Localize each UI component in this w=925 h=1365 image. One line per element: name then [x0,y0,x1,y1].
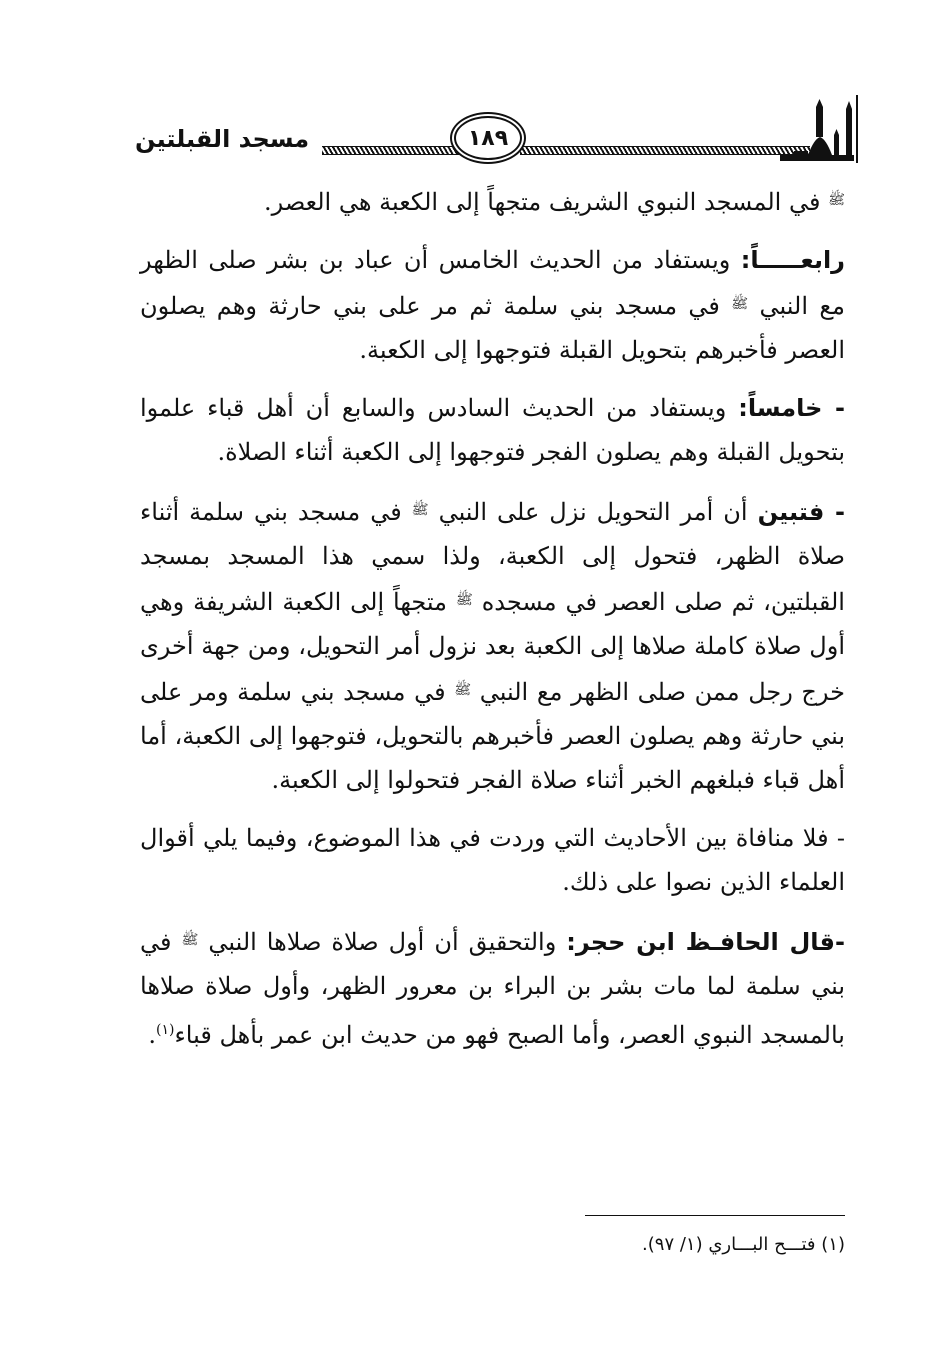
paragraph-heading: - خامساً: [738,394,846,422]
paragraph-ibn-hajar: -قال الحافـظ ابن حجر: والتحقيق أن أول صلاة صلاها النبي $^ﷺ$ في بني سلمة لما مات بشر بن البراء بن معرور الظهر، وأول صلاة صلاها بالمسجد النبوي العصر، وأما الصبح فهو من حديث ابن عمر بأهل قباء$^{(١)}$. [140,928,845,1049]
salutation-glyph: ﷺ [828,192,845,208]
paragraph-1: $^ﷺ$ في المسجد النبوي الشريف متجهاً إلى الكعبة هي العصر. [263,188,845,216]
footnote-1: (١) فتـــح البـــاري (١/ ٩٧). [642,1234,845,1255]
footnote-reference[interactable]: (١) [156,1022,175,1038]
paragraph-no-contradiction: - فلا منافاة بين الأحاديث التي وردت في هذا الموضوع، وفيما يلي أقوال العلماء الذين نصوا على ذلك. [140,824,845,896]
rope-ornament-right [520,146,810,155]
running-title: مسجد القبلتين [135,125,310,153]
salutation-glyph: ﷺ [731,296,749,312]
salutation-glyph: ﷺ [455,592,473,608]
paragraph-heading: رابعـــــاً: [740,246,845,274]
paragraph-heading: - فتبين [757,498,845,526]
paragraph-khamisan: - خامساً: ويستفاد من الحديث السادس والسابع أن أهل قباء علموا بتحويل القبلة وهم يصلون الفجر فتوجهوا إلى الكعبة أثناء الصلاة. [140,394,846,466]
paragraph-fatabayyan: - فتبين أن أمر التحويل نزل على النبي $^ﷺ$ في مسجد بني سلمة أثناء صلاة الظهر، فتحول إلى الكعبة، ولذا سمي هذا المسجد بمسجد القبلتين، ثم صلى العصر في مسجده $^ﷺ$ متجهاً إلى الكعبة الشريفة وهي أول صلاة كاملة صلاها إلى الكعبة بعد نزول أمر التحويل، ومن جهة أخرى خرج رجل ممن صلى الظهر مع النبي $^ﷺ$ في مسجد بني سلمة ومر على بني حارثة وهم يصلون العصر فأخبرهم بالتحويل، فتوجهوا إلى الكعبة، أما أهل قباء فبلغهم الخبر أثناء صلاة الفجر فتحولوا إلى الكعبة. [140,498,845,794]
footnote-separator [585,1215,845,1216]
main-text [140,178,845,1071]
salutation-glyph: ﷺ [454,682,472,698]
page-number-text: ١٨٩ [467,125,509,151]
rope-ornament-left [322,146,460,155]
page-header [120,95,860,170]
salutation-glyph: ﷺ [411,502,429,518]
paragraph-rabian: رابعـــــاً: ويستفاد من الحديث الخامس أن عباد بن بشر صلى الظهر مع النبي $^ﷺ$ في مسجد بني سلمة ثم مر على بني حارثة وهم يصلون العصر فأخبرهم بتحويل القبلة فتوجهوا إلى الكعبة. [140,246,845,364]
salutation-glyph: ﷺ [181,932,199,948]
mosque-icon [780,95,860,163]
page-number [450,112,526,164]
paragraph-heading: -قال الحافـظ ابن حجر: [566,928,845,956]
